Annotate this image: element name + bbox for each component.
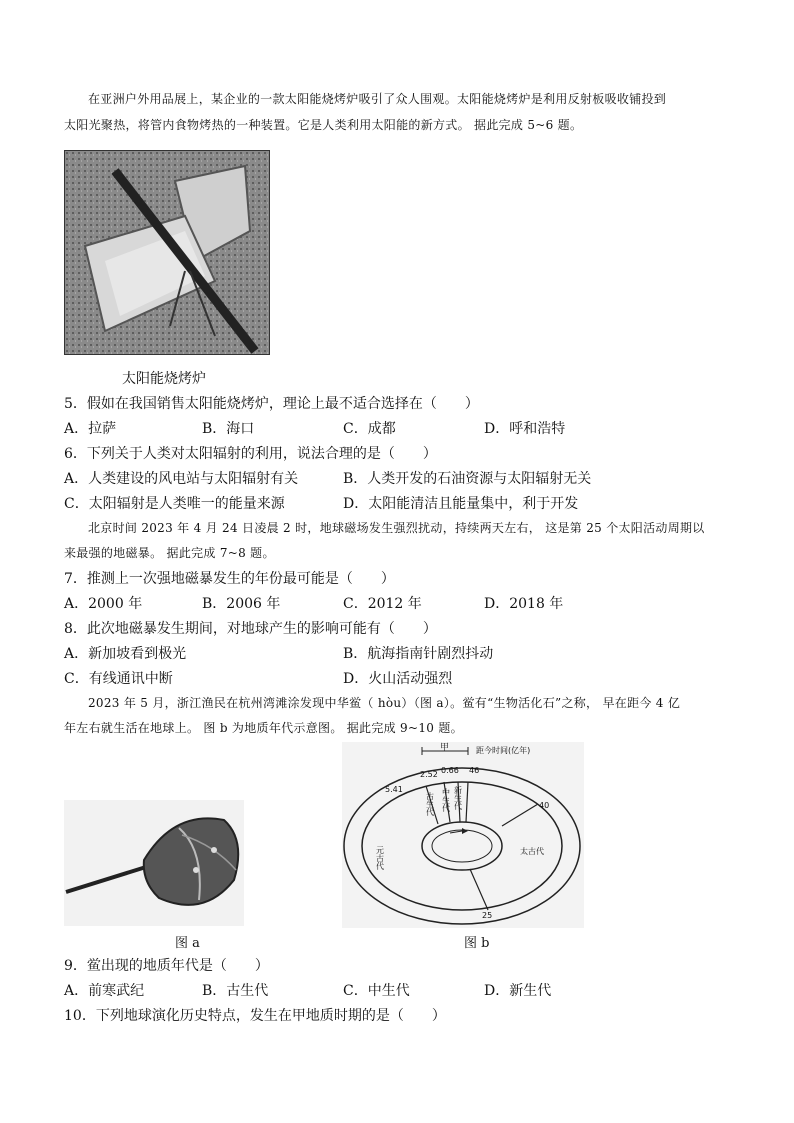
horseshoe-crab-photo — [64, 800, 244, 926]
time-axis-label: 距今时间(亿年) — [476, 746, 531, 755]
era-proterozoic: 元古代 — [375, 846, 385, 870]
intro-3-line-1: 2023 年 5 月，浙江渔民在杭州湾滩涂发现中华鲎（ hòu）（图 a）。鲎有“生物活化石”之称， 早在距今 4 亿 — [88, 696, 681, 710]
question-5-option-b[interactable]: B．海口 — [202, 421, 255, 437]
tick-40: 40 — [539, 801, 550, 810]
intro-2-line-2: 来最强的地磁暴。 据此完成 7~8 题。 — [64, 546, 275, 560]
question-6-option-b[interactable]: B．人类开发的石油资源与太阳辐射无关 — [343, 471, 592, 487]
question-5-option-c[interactable]: C．成都 — [343, 421, 396, 437]
question-5-option-d[interactable]: D．呼和浩特 — [484, 421, 566, 437]
question-5-option-a[interactable]: A．拉萨 — [64, 421, 117, 437]
question-9-option-c[interactable]: C．中生代 — [343, 983, 410, 999]
question-6-option-a[interactable]: A．人类建设的风电站与太阳辐射有关 — [64, 471, 299, 487]
figure-b-caption: 图 b — [464, 936, 490, 951]
question-7-option-b[interactable]: B．2006 年 — [202, 596, 281, 612]
era-paleozoic: 古生代 — [425, 792, 435, 816]
question-9-option-a[interactable]: A．前寒武纪 — [64, 983, 145, 999]
tick-2-52: 2.52 — [420, 770, 438, 779]
question-5-stem: 5．假如在我国销售太阳能烧烤炉，理论上最不适合选择在（ ） — [64, 396, 479, 412]
intro-3-line-2: 年左右就生活在地球上。 图 b 为地质年代示意图。 据此完成 9~10 题。 — [64, 721, 463, 735]
intro-1-line-2: 太阳光聚热，将管内食物烤热的一种装置。它是人类利用太阳能的新方式。 据此完成 5~6 题。 — [64, 118, 583, 132]
question-9-option-b[interactable]: B．古生代 — [202, 983, 269, 999]
question-8-option-b[interactable]: B．航海指南针剧烈抖动 — [343, 646, 494, 662]
tick-5-41: 5.41 — [385, 785, 403, 794]
jia-label: 甲 — [440, 743, 450, 753]
question-7-option-d[interactable]: D．2018 年 — [484, 596, 564, 612]
era-archean: 太古代 — [520, 847, 544, 856]
question-8-stem: 8．此次地磁暴发生期间，对地球产生的影响可能有（ ） — [64, 621, 437, 637]
question-7-option-a[interactable]: A．2000 年 — [64, 596, 143, 612]
question-7-option-c[interactable]: C．2012 年 — [343, 596, 422, 612]
question-8-option-d[interactable]: D．火山活动强烈 — [343, 671, 453, 687]
tick-0-66: 0.66 — [441, 766, 459, 775]
question-6-stem: 6．下列关于人类对太阳辐射的利用，说法合理的是（ ） — [64, 446, 437, 462]
tick-25: 25 — [482, 911, 493, 920]
solar-grill-photo — [64, 150, 270, 355]
era-cenozoic: 新生代 — [453, 786, 463, 810]
question-8-option-a[interactable]: A．新加坡看到极光 — [64, 646, 187, 662]
question-9-option-d[interactable]: D．新生代 — [484, 983, 552, 999]
figure-a-caption: 图 a — [175, 936, 200, 951]
era-mesozoic: 中生代 — [441, 788, 451, 812]
question-6-option-c[interactable]: C．太阳辐射是人类唯一的能量来源 — [64, 496, 285, 512]
question-6-option-d[interactable]: D．太阳能清洁且能量集中，利于开发 — [343, 496, 579, 512]
intro-1-line-1: 在亚洲户外用品展上，某企业的一款太阳能烧烤炉吸引了众人围观。太阳能烧烤炉是利用反射板吸收铺投到 — [88, 92, 667, 106]
solar-grill-caption: 太阳能烧烤炉 — [122, 371, 206, 387]
question-9-stem: 9．鲎出现的地质年代是（ ） — [64, 958, 269, 974]
tick-46: 46 — [469, 766, 480, 775]
question-7-stem: 7．推测上一次强地磁暴发生的年份最可能是（ ） — [64, 571, 395, 587]
question-10-stem: 10．下列地球演化历史特点，发生在甲地质时期的是（ ） — [64, 1008, 446, 1024]
geologic-time-diagram — [342, 742, 584, 928]
question-8-option-c[interactable]: C．有线通讯中断 — [64, 671, 173, 687]
intro-2-line-1: 北京时间 2023 年 4 月 24 日凌晨 2 时，地球磁场发生强烈扰动，持续两天左右， 这是第 25 个太阳活动周期以 — [88, 521, 705, 535]
